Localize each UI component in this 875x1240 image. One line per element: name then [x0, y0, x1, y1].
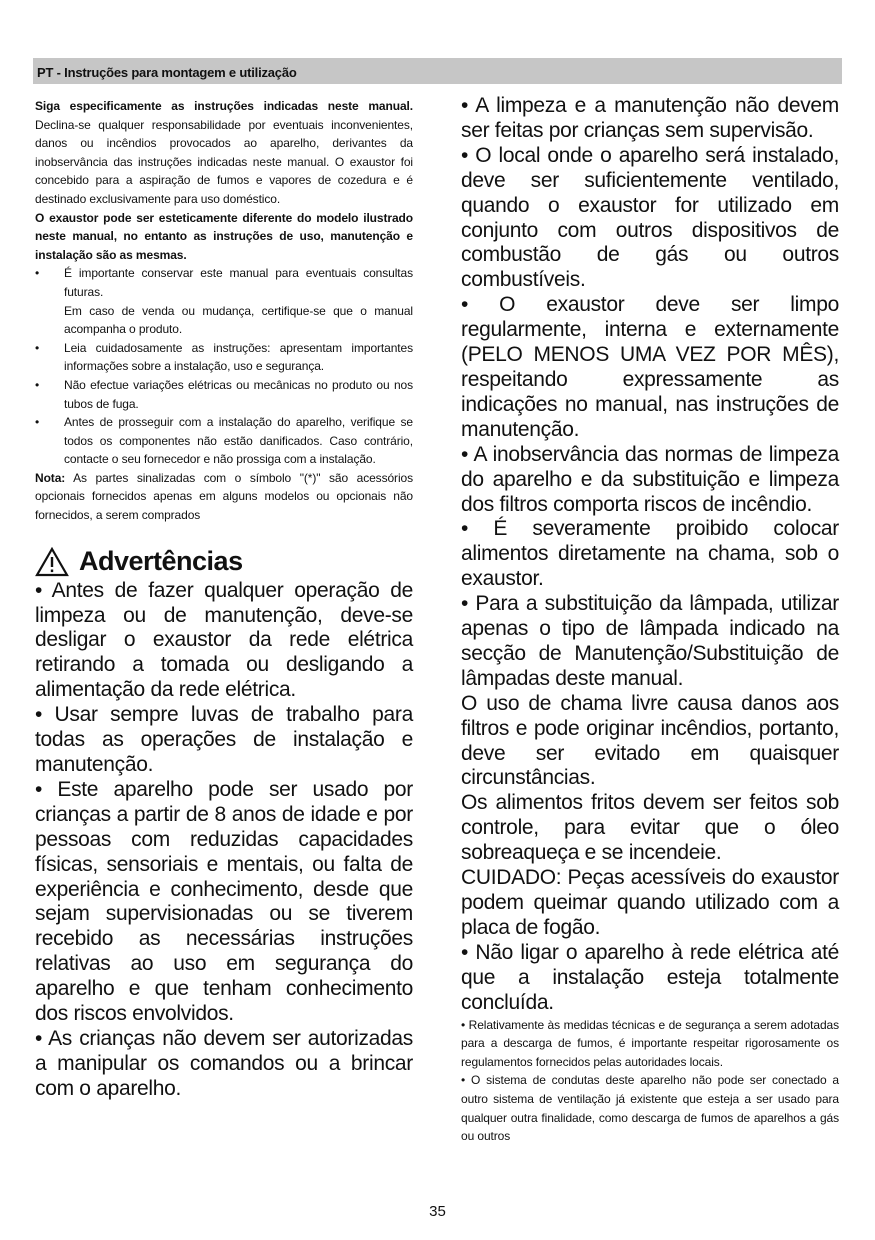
bullet-mark: • [35, 377, 40, 392]
warning-paragraph: • Este aparelho pode ser usado por crianças a partir de 8 anos de idade e por pessoas com reduzidas capacidades físicas, sensoriais e mentais, ou falta de experiência e conhecimento, desde que sejam supervisionadas ou se tiverem recebido as necessárias instruções relativas ao uso em segurança do aparelho e que tenham conhecimento dos riscos envolvidos. [35, 777, 413, 1026]
note-label: Nota: [35, 470, 66, 485]
list-item-text: Leia cuidadosamente as instruções: apresentam importantes informações sobre a instalação, uso e segurança. [64, 340, 413, 374]
model-note [35, 209, 413, 265]
warning-paragraph: • As crianças não devem ser autorizadas a manipular os comandos ou a brincar com o aparelho. [35, 1026, 413, 1100]
bullet-mark: • [35, 415, 40, 430]
intro-bold-lead: Siga especificamente as instruções indicadas neste manual. [35, 99, 413, 113]
warning-triangle-icon [35, 547, 69, 577]
intro-text: Declina-se qualquer responsabilidade por eventuais inconvenientes, danos ou incêndios provocados ao aparelho, derivantes da inobservância das instruções indicadas neste manual. O exaustor foi concebido para a aspiração de fumos e vapores de cozedura e é destinado exclusivamente para uso doméstico. [35, 117, 413, 206]
optional-parts-note [35, 469, 413, 525]
warning-paragraph: CUIDADO: Peças acessíveis do exaustor podem queimar quando utilizado com a placa de fogão. [461, 866, 839, 939]
warning-paragraph: • Para a substituição da lâmpada, utilizar apenas o tipo de lâmpada indicado na secção de Manutenção/Substituição de lâmpadas deste manual. [461, 592, 839, 690]
warning-paragraph: • O exaustor deve ser limpo regularmente, interna e externamente (PELO MENOS UMA VEZ POR MÊS), respeitando expressamente as indicações no manual, nas instruções de manutenção. [461, 293, 839, 441]
list-item-text: Antes de prosseguir com a instalação do aparelho, verifique se todos os componentes não estão danificados. Caso contrário, contacte o seu fornecedor e não prossiga com a instalação. [64, 415, 413, 467]
warning-paragraph: • A inobservância das normas de limpeza do aparelho e da substituição e limpeza dos filtros comporta riscos de incêndio. [461, 442, 839, 516]
bullet-mark: • [35, 340, 40, 355]
warning-paragraph: • A limpeza e a manutenção não devem ser feitas por crianças sem supervisão. [461, 94, 839, 142]
bullet-mark: • [35, 266, 40, 281]
list-item-text: Não efectue variações elétricas ou mecânicas no produto ou nos tubos de fuga. [64, 377, 413, 411]
right-column [461, 94, 839, 1146]
page-number: 35 [429, 1203, 446, 1220]
section-header-bar [33, 58, 842, 84]
warning-paragraph: Os alimentos fritos devem ser feitos sob controle, para evitar que o óleo sobreaqueça e se incendeie. [461, 791, 839, 865]
warnings-heading [35, 545, 413, 579]
left-column [35, 97, 413, 1102]
technical-paragraph: • Relativamente às medidas técnicas e de segurança a serem adotadas para a descarga de fumos, é importante respeitar rigorosamente os regulamentos fornecidos pelas autoridades locais. [461, 1017, 839, 1069]
model-note-bold: O exaustor pode ser esteticamente diferente do modelo ilustrado neste manual, no entanto as instruções de uso, manutenção e instalação são as mesmas. [35, 210, 413, 262]
warning-paragraph: • É severamente proibido colocar alimentos diretamente na chama, sob o exaustor. [461, 517, 839, 591]
intro-paragraph [35, 97, 413, 209]
list-item [35, 413, 413, 469]
general-bullet-list [35, 264, 413, 469]
warning-paragraph: O uso de chama livre causa danos aos filtros e pode originar incêndios, portanto, deve ser evitado em quaisquer circunstâncias. [461, 691, 839, 790]
section-title: PT - Instruções para montagem e utilização [37, 65, 297, 80]
note-text: As partes sinalizadas com o símbolo "(*)" são acessórios opcionais fornecidos apenas em alguns modelos ou opcionais não fornecidos, a serem comprados [35, 470, 413, 523]
warnings-title: Advertências [79, 546, 243, 577]
list-item-text: É importante conservar este manual para eventuais consultas futuras. [64, 266, 413, 299]
technical-paragraph: • O sistema de condutas deste aparelho não pode ser conectado a outro sistema de ventilação já existente que esteja a ser usado para qualquer outra finalidade, como descarga de fumos de aparelhos a gás ou outros [461, 1073, 839, 1144]
warning-paragraph: • Não ligar o aparelho à rede elétrica até que a instalação esteja totalmente concluída. [461, 940, 839, 1014]
list-item-extra: Em caso de venda ou mudança, certifique-se que o manual acompanha o produto. [64, 303, 413, 337]
list-item [35, 339, 413, 376]
warning-paragraph: • Antes de fazer qualquer operação de limpeza ou de manutenção, deve-se desligar o exaustor da rede elétrica retirando a tomada ou desligando a alimentação da rede elétrica. [35, 578, 413, 702]
warning-paragraph: • O local onde o aparelho será instalado, deve ser suficientemente ventilado, quando o exaustor for utilizado em conjunto com outros dispositivos de combustão de gás ou outros combustíveis. [461, 143, 839, 292]
list-item [35, 376, 413, 413]
warning-paragraph: • Usar sempre luvas de trabalho para todas as operações de instalação e manutenção. [35, 703, 413, 776]
list-item [35, 264, 413, 338]
